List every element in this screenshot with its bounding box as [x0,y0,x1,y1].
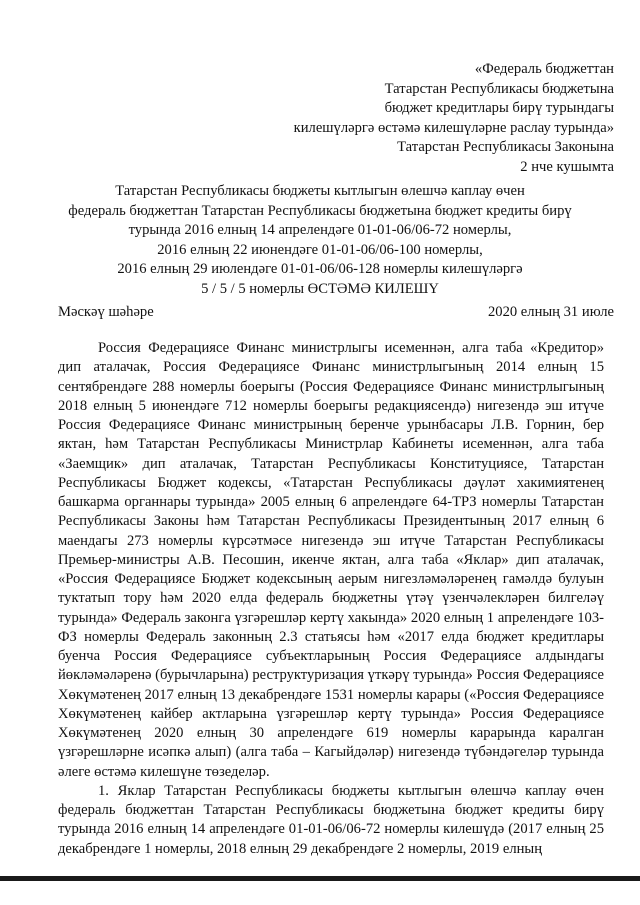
title-line: федераль бюджеттан Татарстан Республикасы бюджетына бюджет кредиты бирү [68,202,572,219]
date-of-signing: 2020 елның 31 июле [487,304,614,320]
title-line: 2016 елның 22 июнендәге 01-01-06/06-100 номерлы, [157,241,483,258]
title-line: 2016 елның 29 июлендәге 01-01-06/06-128 номерлы килешүләргә [117,261,523,278]
document-title [40,182,600,300]
document-body [58,339,604,859]
header-line: килешүләргә өстәмә килешүләрне раслау турында» [293,119,614,136]
place-of-signing: Мәскәү шәһәре [58,304,154,320]
appendix-header [234,60,614,178]
place-date-row [58,303,614,323]
title-line: Татарстан Республикасы бюджеты кытлыгын өлешчә каплау өчен [115,183,525,199]
header-line: 2 нче кушымта [520,158,614,175]
header-line: «Федераль бюджеттан [474,61,614,77]
header-line: Татарстан Республикасы Законына [397,139,614,156]
title-line: турында 2016 елның 14 апрелендәге 01-01-06/06-72 номерлы, [128,222,512,239]
page-bottom-edge [0,876,640,881]
header-line: бюджет кредитлары бирү турындагы [384,100,614,117]
body-paragraph: 1. Яклар Татарстан Республикасы бюджеты кытлыгын өлешчә каплау өчен федераль бюджеттан Татарстан Республикасы бюджетына бюджет кредиты бирү турында 2016 елның 14 апрелендәге 01-01-06/06-72 номерлы килешүдә (2017 елның 25 декабрендәге 1 номерлы, 2018 елның 29 декабрендәге 2 номерлы, 2019 елның [58,782,604,857]
header-line: Татарстан Республикасы бюджетына [384,80,614,97]
body-paragraph: Россия Федерациясе Финанс министрлыгы исеменнән, алга таба «Кредитор» дип аталачак, Россия Федерациясе Финанс министрлыгының 2014 елның 15 сентябрендәге 288 номерлы боерыгы (Россия Федерациясе Финанс министрлыгының 2018 елның 5 июнендәге 712 номерлы боерыгы редакциясендә) нигезендә эш итүче Россия Федерациясе Финанс министрының беренче урынбасары Л.В. Горнин, бер яктан, һәм Татарстан Республикасы Министрлар Кабинеты исеменнән, алга таба «Заемщик» дип аталачак, Татарстан Республикасы Конституциясе, Татарстан Республикасы Бюджет кодексы, «Татарстан Республикасы дәүләт хакимиятенең башкарма органнары турында» 2005 елның 6 апрелендәге 64-ТРЗ номерлы Татарстан Республикасы Законы һәм Татарстан Республикасы Президентының 2017 елның 6 маендагы 273 номерлы күрсәтмәсе нигезендә эш итүче Татарстан Республикасы Премьер-министры А.В. Песошин, икенче яктан, алга таба «Яклар» дип аталачак, «Россия Федерациясе Бюджет кодексының аерым нигезләмәләренең гамәлдә булуын туктатып тору һәм 2020 елда федераль бюджетны үтәү үзенчәлекләрен билгеләү турында» Федераль законга үзгәрешләр кертү хакында» 2020 елның 1 апрелендәге 103-ФЗ номерлы Федераль законның 2.3 статьясы һәм «2017 елда бюджет кредитлары буенча Россия Федерациясе субъектларының Россия Федерациясе алдындагы йөкләмәләренә (бурычларына) реструктуризация үткәрү турында» Россия Федерациясе Хөкүмәтенең 2017 елның 13 декабрендәге 1531 номерлы карары («Россия Федерациясе Хөкүмәтенең кайбер актларына үзгәрешләр кертү турында» Россия Федерациясе Хөкүмәтенең 2020 елның 30 апрелендәге 619 номерлы карарында каралган үзгәрешләрне исәпкә алып) (алга таба – Кагыйдәләр) нигезендә түбәндәгеләр турында әлеге өстәмә килешүне төзеделәр. [58,340,604,780]
title-line: 5 / 5 / 5 номерлы ӨСТӘМӘ КИЛЕШҮ [201,280,439,297]
